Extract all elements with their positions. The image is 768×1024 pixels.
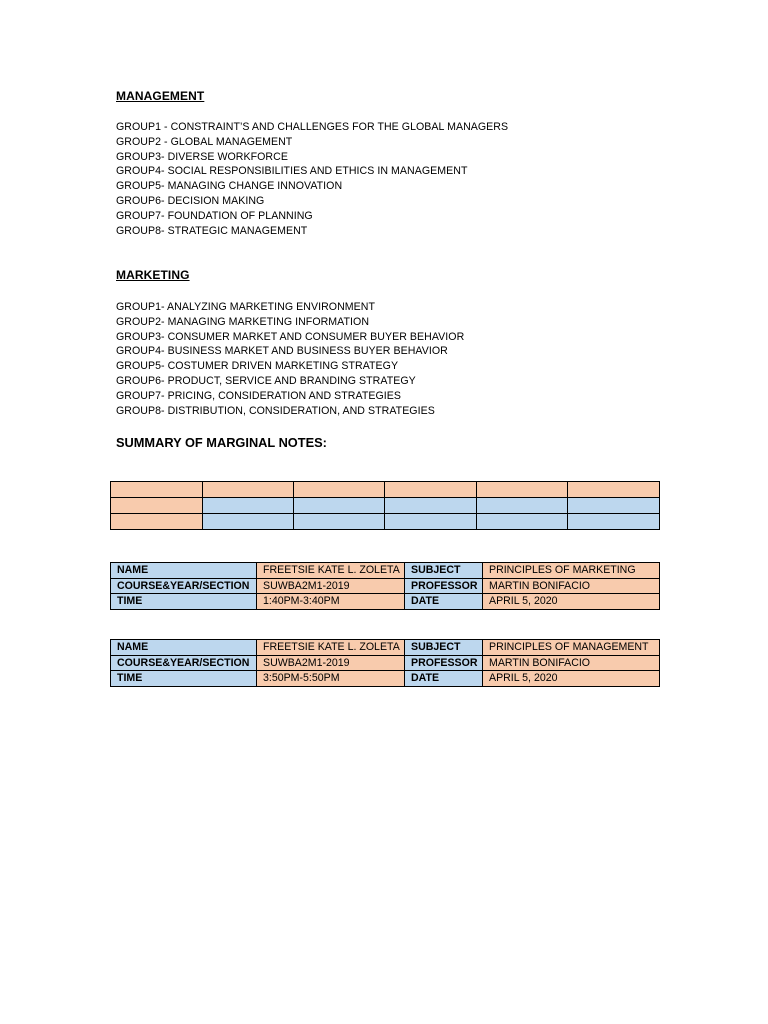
value-cell: FREETSIE KATE L. ZOLETA: [257, 640, 405, 656]
list-item: GROUP8- DISTRIBUTION, CONSIDERATION, AND STRATEGIES: [116, 404, 435, 417]
table-cell: [294, 498, 385, 514]
summary-table: [110, 481, 660, 530]
table-cell: [294, 514, 385, 530]
value-cell: SUWBA2M1-2019: [257, 578, 405, 594]
label-cell: DATE: [405, 671, 483, 687]
list-item: GROUP1 - CONSTRAINT’S AND CHALLENGES FOR THE GLOBAL MANAGERS: [116, 121, 509, 133]
table-row: [111, 594, 660, 610]
table-row: [111, 498, 660, 514]
table-row: [111, 578, 660, 594]
value-cell: PRINCIPLES OF MANAGEMENT: [483, 640, 660, 656]
table-row: [111, 482, 660, 498]
value-cell: FREETSIE KATE L. ZOLETA: [257, 563, 405, 579]
value-cell: APRIL 5, 2020: [483, 671, 660, 687]
table-cell: [294, 482, 385, 498]
table-cell: [385, 482, 477, 498]
table-cell: [203, 482, 294, 498]
table-cell: [111, 482, 203, 498]
list-item: GROUP3- DIVERSE WORKFORCE: [116, 150, 288, 163]
table-row: [111, 671, 660, 687]
table-cell: [203, 498, 294, 514]
list-item: GROUP2 - GLOBAL MANAGEMENT: [116, 135, 293, 148]
management-info-table: [110, 639, 660, 687]
marketing-heading: MARKETING: [116, 268, 190, 282]
value-cell: SUWBA2M1-2019: [257, 655, 405, 671]
table-cell: [568, 514, 660, 530]
list-item: GROUP5- COSTUMER DRIVEN MARKETING STRATEGY: [116, 360, 399, 373]
list-item: GROUP7- PRICING, CONSIDERATION AND STRATEGIES: [116, 389, 401, 402]
table-cell: [568, 498, 660, 514]
list-item: GROUP7- FOUNDATION OF PLANNING: [116, 209, 313, 222]
management-heading: MANAGEMENT: [116, 89, 205, 103]
list-item: GROUP1- ANALYZING MARKETING ENVIRONMENT: [116, 301, 375, 313]
list-item: GROUP4- SOCIAL RESPONSIBILITIES AND ETHICS IN MANAGEMENT: [116, 165, 468, 178]
label-cell: COURSE&YEAR/SECTION: [111, 578, 257, 594]
table-cell: [111, 498, 203, 514]
label-cell: NAME: [111, 563, 257, 579]
table-row: [111, 514, 660, 530]
list-item: GROUP2- MANAGING MARKETING INFORMATION: [116, 315, 370, 328]
value-cell: PRINCIPLES OF MARKETING: [483, 563, 660, 579]
label-cell: PROFESSOR: [405, 655, 483, 671]
table-cell: [477, 514, 568, 530]
management-group-list: [116, 120, 508, 238]
label-cell: SUBJECT: [405, 640, 483, 656]
marketing-info-table: [110, 562, 660, 610]
table-row: [111, 640, 660, 656]
marketing-group-list: [116, 300, 464, 418]
table-cell: [477, 498, 568, 514]
label-cell: TIME: [111, 594, 257, 610]
list-item: GROUP4- BUSINESS MARKET AND BUSINESS BUYER BEHAVIOR: [116, 345, 448, 358]
value-cell: MARTIN BONIFACIO: [483, 655, 660, 671]
value-cell: APRIL 5, 2020: [483, 594, 660, 610]
value-cell: MARTIN BONIFACIO: [483, 578, 660, 594]
table-cell: [203, 514, 294, 530]
table-cell: [385, 514, 477, 530]
table-cell: [111, 514, 203, 530]
table-row: [111, 563, 660, 579]
label-cell: DATE: [405, 594, 483, 610]
list-item: GROUP8- STRATEGIC MANAGEMENT: [116, 224, 308, 237]
label-cell: COURSE&YEAR/SECTION: [111, 655, 257, 671]
list-item: GROUP6- PRODUCT, SERVICE AND BRANDING STRATEGY: [116, 374, 416, 387]
value-cell: 1:40PM-3:40PM: [257, 594, 405, 610]
label-cell: SUBJECT: [405, 563, 483, 579]
table-cell: [477, 482, 568, 498]
label-cell: PROFESSOR: [405, 578, 483, 594]
list-item: GROUP6- DECISION MAKING: [116, 194, 265, 207]
summary-heading: SUMMARY OF MARGINAL NOTES:: [116, 435, 327, 450]
label-cell: NAME: [111, 640, 257, 656]
list-item: GROUP5- MANAGING CHANGE INNOVATION: [116, 180, 343, 193]
table-cell: [568, 482, 660, 498]
list-item: GROUP3- CONSUMER MARKET AND CONSUMER BUYER BEHAVIOR: [116, 330, 465, 343]
table-row: [111, 655, 660, 671]
table-cell: [385, 498, 477, 514]
value-cell: 3:50PM-5:50PM: [257, 671, 405, 687]
label-cell: TIME: [111, 671, 257, 687]
